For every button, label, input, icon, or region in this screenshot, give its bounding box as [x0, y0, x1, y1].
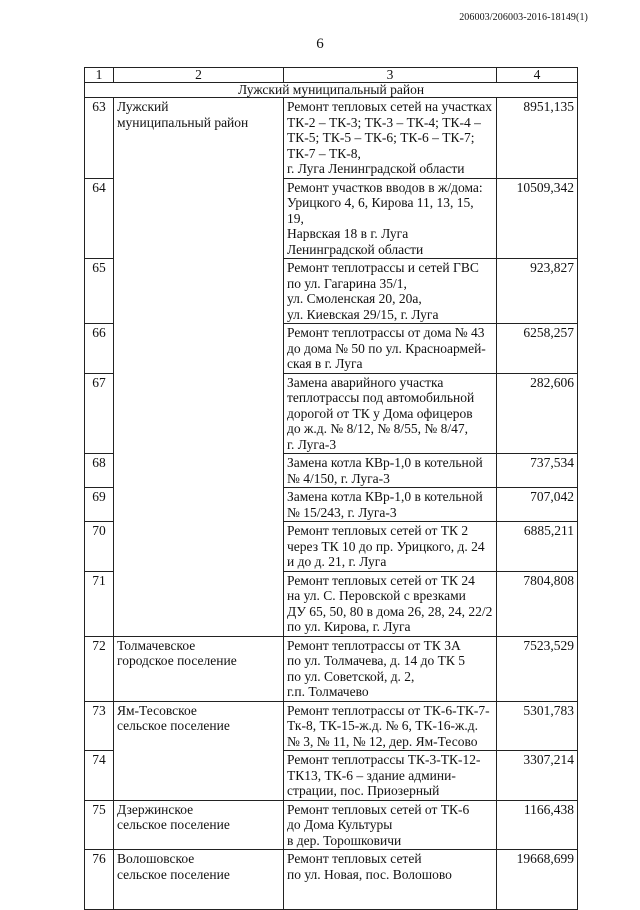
column-header-cost: 4 — [497, 68, 578, 83]
row-cost: 6258,257 — [497, 324, 578, 374]
row-cost: 737,534 — [497, 454, 578, 488]
row-work-description: Ремонт тепловых сетей от ТК 24 на ул. С. Перовской с врезками ДУ 65, 50, 80 в дома 26, 28, 24, 22/2 по ул. Кирова, г. Луга — [284, 571, 497, 636]
row-district — [114, 751, 284, 801]
row-district: Ям-Тесовское сельское поселение — [114, 701, 284, 751]
row-number: 72 — [85, 636, 114, 701]
table-row — [85, 571, 578, 636]
table-row — [85, 488, 578, 522]
column-header-work: 3 — [284, 68, 497, 83]
row-number: 69 — [85, 488, 114, 522]
row-cost: 1166,438 — [497, 800, 578, 850]
table-row — [85, 373, 578, 454]
row-work-description: Ремонт теплотрассы ТК-3-ТК-12- ТК13, ТК-6 – здание админи- страции, пос. Приозерный — [284, 751, 497, 801]
table-row — [85, 522, 578, 572]
row-work-description: Ремонт теплотрассы и сетей ГВС по ул. Гагарина 35/1, ул. Смоленская 20, 20а, ул. Киевская 29/15, г. Луга — [284, 259, 497, 324]
table-row — [85, 800, 578, 850]
row-district — [114, 488, 284, 522]
row-work-description: Замена котла КВр-1,0 в котельной № 15/243, г. Луга-3 — [284, 488, 497, 522]
row-work-description: Ремонт тепловых сетей от ТК-6 до Дома Культуры в дер. Торошковичи — [284, 800, 497, 850]
table-row — [85, 454, 578, 488]
row-district — [114, 571, 284, 636]
row-number: 66 — [85, 324, 114, 374]
row-number: 64 — [85, 178, 114, 259]
row-cost: 19668,699 — [497, 850, 578, 910]
row-cost: 5301,783 — [497, 701, 578, 751]
row-cost: 6885,211 — [497, 522, 578, 572]
row-cost: 10509,342 — [497, 178, 578, 259]
row-district — [114, 178, 284, 259]
row-number: 74 — [85, 751, 114, 801]
section-title: Лужский муниципальный район — [85, 83, 578, 98]
row-cost: 3307,214 — [497, 751, 578, 801]
section-row — [85, 83, 578, 98]
row-cost: 282,606 — [497, 373, 578, 454]
table-row — [85, 98, 578, 179]
row-number: 70 — [85, 522, 114, 572]
table-row — [85, 259, 578, 324]
row-work-description: Замена аварийного участка теплотрассы под автомобильной дорогой от ТК у Дома офицеров до ж.д. № 8/12, № 8/55, № 8/47, г. Луга-3 — [284, 373, 497, 454]
row-number: 71 — [85, 571, 114, 636]
column-header-row — [85, 68, 578, 83]
table-row — [85, 751, 578, 801]
row-district — [114, 324, 284, 374]
row-work-description: Замена котла КВр-1,0 в котельной № 4/150, г. Луга-3 — [284, 454, 497, 488]
table-row — [85, 636, 578, 701]
row-district — [114, 373, 284, 454]
row-work-description: Ремонт теплотрассы от ТК-6-ТК-7- Тк-8, ТК-15-ж.д. № 6, ТК-16-ж.д. № 3, № 11, № 12, дер. Ям-Тесово — [284, 701, 497, 751]
row-number: 75 — [85, 800, 114, 850]
page-number: 6 — [316, 36, 324, 52]
row-district — [114, 454, 284, 488]
row-work-description: Ремонт тепловых сетей на участках ТК-2 – ТК-3; ТК-3 – ТК-4; ТК-4 – ТК-5; ТК-5 – ТК-6; ТК-6 – ТК-7; ТК-7 – ТК-8, г. Луга Ленинградской области — [284, 98, 497, 179]
row-number: 68 — [85, 454, 114, 488]
row-cost: 7804,808 — [497, 571, 578, 636]
row-cost: 707,042 — [497, 488, 578, 522]
row-district: Волошовское сельское поселение — [114, 850, 284, 910]
column-header-district: 2 — [114, 68, 284, 83]
row-district — [114, 522, 284, 572]
row-number: 67 — [85, 373, 114, 454]
document-id: 206003/206003-2016-18149(1) — [459, 12, 588, 23]
row-district — [114, 259, 284, 324]
row-number: 63 — [85, 98, 114, 179]
row-work-description: Ремонт тепловых сетей по ул. Новая, пос. Волошово — [284, 850, 497, 910]
row-cost: 7523,529 — [497, 636, 578, 701]
row-work-description: Ремонт тепловых сетей от ТК 2 через ТК 10 до пр. Урицкого, д. 24 и до д. 21, г. Луга — [284, 522, 497, 572]
row-number: 73 — [85, 701, 114, 751]
row-work-description: Ремонт теплотрассы от дома № 43 до дома № 50 по ул. Красноармей- ская в г. Луга — [284, 324, 497, 374]
row-work-description: Ремонт теплотрассы от ТК 3А по ул. Толмачева, д. 14 до ТК 5 по ул. Советской, д. 2, г.п. Толмачево — [284, 636, 497, 701]
row-cost: 923,827 — [497, 259, 578, 324]
row-district: Лужский муниципальный район — [114, 98, 284, 179]
row-cost: 8951,135 — [497, 98, 578, 179]
table-row — [85, 324, 578, 374]
table-row — [85, 701, 578, 751]
table-row — [85, 178, 578, 259]
row-work-description: Ремонт участков вводов в ж/дома: Урицкого 4, 6, Кирова 11, 13, 15, 19, Нарвская 18 в г. Луга Ленинградской области — [284, 178, 497, 259]
row-district: Толмачевское городское поселение — [114, 636, 284, 701]
table-row — [85, 850, 578, 910]
row-number: 65 — [85, 259, 114, 324]
column-header-number: 1 — [85, 68, 114, 83]
row-number: 76 — [85, 850, 114, 910]
row-district: Дзержинское сельское поселение — [114, 800, 284, 850]
works-table — [84, 67, 578, 910]
